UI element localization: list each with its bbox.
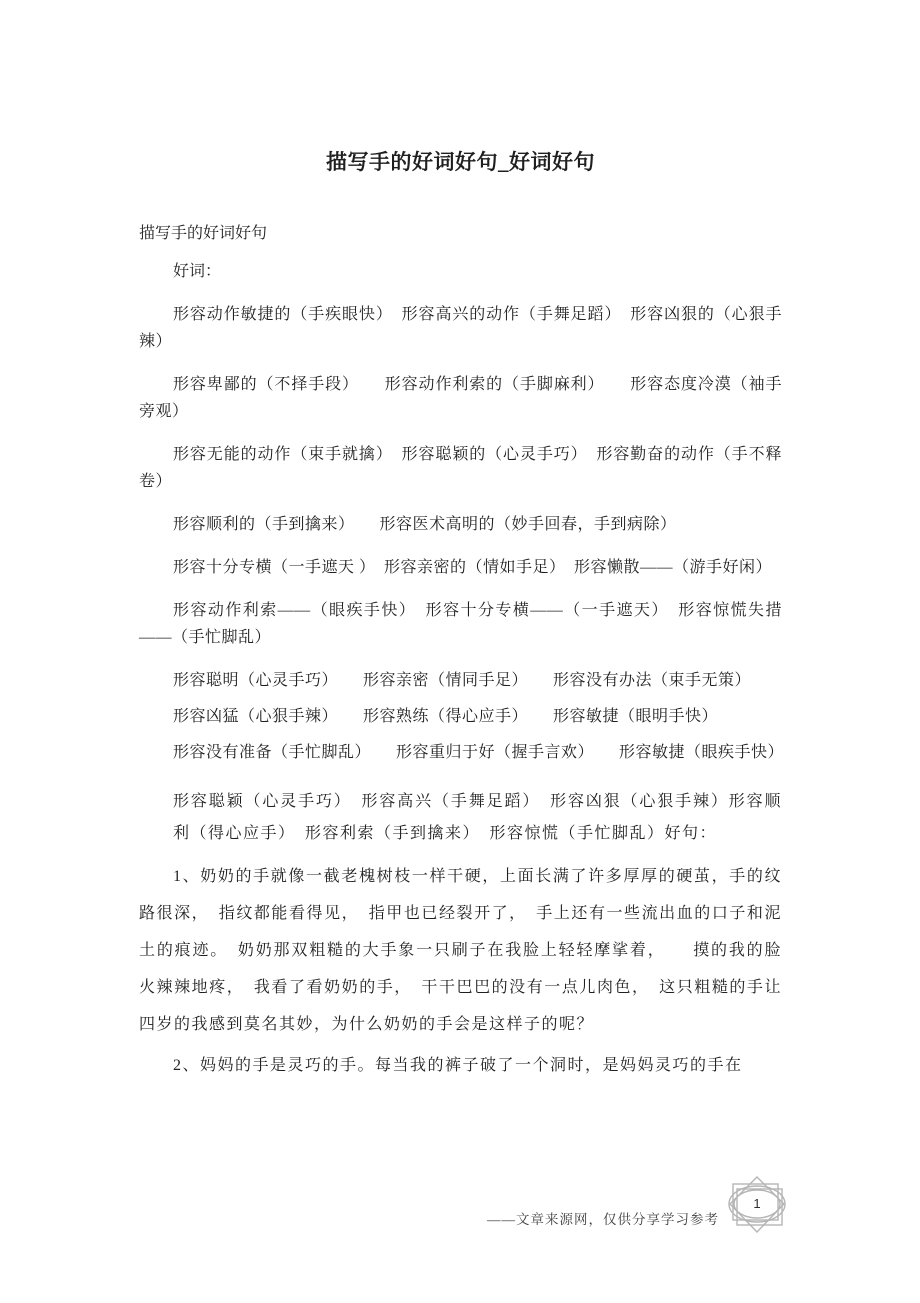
word-list-paragraph-5: 形容十分专横（一手遮天 ） 形容亲密的（情如手足） 形容懒散——（游手好闲） (173, 559, 773, 576)
word-list-paragraph-4: 形容顺利的（手到擒来） 形容医术高明的（妙手回春，手到病除） (173, 516, 677, 533)
word-list-paragraph-3: 形容无能的动作（束手就擒） 形容聪颖的（心灵手巧） 形容勤奋的动作（手不释卷） (139, 446, 782, 490)
page-number: 1 (753, 1196, 761, 1211)
word-list-paragraph-6: 形容动作利索——（眼疾手快） 形容十分专横——（一手遮天） 形容惊慌失措——（手忙脚乱） (139, 602, 782, 646)
page-number-badge (725, 1176, 789, 1234)
word-list-paragraph-8: 形容凶猛（心狠手辣） 形容熟练（得心应手） 形容敏捷（眼明手快） (173, 708, 719, 725)
document-body (139, 149, 785, 1084)
sentence-paragraph-1: 1、奶奶的手就像一截老槐树枝一样干硬，上面长满了许多厚厚的硬茧，手的纹路很深， 指纹都能看得见， 指甲也已经裂开了， 手上还有一些流出血的口子和泥土的痕迹。 奶奶那双粗糙的大手象一只刷子在我脸上轻轻摩挲着， 摸的我的脸火辣辣地疼， 我看了看奶奶的手， 干干巴巴的没有一点儿肉色， 这只粗糙的手让四岁的我感到莫名其妙，为什么奶奶的手会是这样子的呢？ (139, 868, 782, 1033)
footer-source-note: ——文章来源网，仅供分享学习参考 (487, 1212, 719, 1227)
word-list-summary-paragraph: 形容聪颖（心灵手巧） 形容高兴（手舞足蹈） 形容凶狠（心狠手辣）形容顺利（得心应手） 形容利索（手到擒来） 形容惊慌（手忙脚乱）好句： (173, 793, 782, 842)
word-list-paragraph-1: 形容动作敏捷的（手疾眼快） 形容高兴的动作（手舞足蹈） 形容凶狠的（心狠手辣） (139, 306, 782, 350)
sentence-paragraph-2: 2、妈妈的手是灵巧的手。每当我的裤子破了一个洞时，是妈妈灵巧的手在 (173, 1057, 743, 1074)
section-label-good-words: 好词： (173, 263, 222, 280)
doc-subtitle: 描写手的好词好句 (139, 225, 268, 242)
word-list-paragraph-2: 形容卑鄙的（不择手段） 形容动作利索的（手脚麻利） 形容态度冷漠（袖手旁观） (139, 376, 782, 420)
page-title: 描写手的好词好句_好词好句 (326, 150, 595, 174)
word-list-paragraph-9: 形容没有准备（手忙脚乱） 形容重归于好（握手言欢） 形容敏捷（眼疾手快） (173, 744, 785, 761)
word-list-paragraph-7: 形容聪明（心灵手巧） 形容亲密（情同手足） 形容没有办法（束手无策） (173, 672, 752, 689)
